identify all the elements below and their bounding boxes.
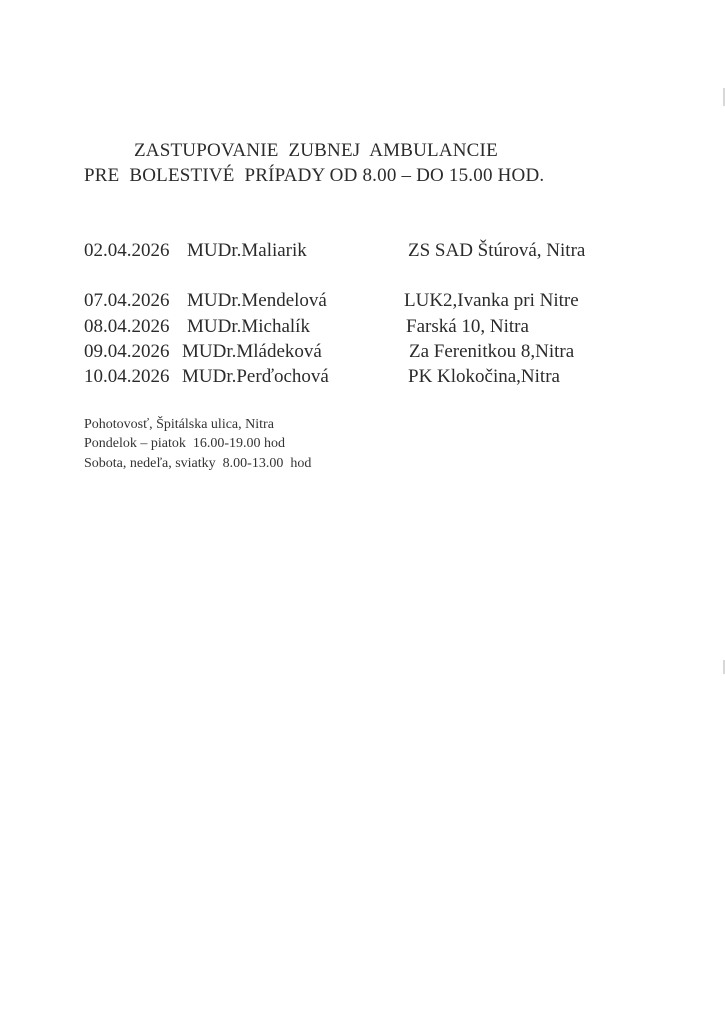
schedule-doctor: MUDr.Michalík bbox=[187, 316, 310, 337]
emergency-weekend-hours: Sobota, nedeľa, sviatky 8.00-13.00 hod bbox=[84, 456, 312, 471]
emergency-location: Pohotovosť, Špitálska ulica, Nitra bbox=[84, 417, 274, 432]
schedule-place: PK Klokočina,Nitra bbox=[408, 366, 560, 387]
emergency-weekday-hours: Pondelok – piatok 16.00-19.00 hod bbox=[84, 436, 286, 451]
schedule-place: ZS SAD Štúrová, Nitra bbox=[408, 240, 586, 261]
schedule-row bbox=[0, 316, 725, 340]
schedule-place: Farská 10, Nitra bbox=[406, 316, 529, 337]
schedule-date: 08.04.2026 bbox=[84, 316, 170, 337]
schedule-doctor: MUDr.Maliarik bbox=[187, 240, 307, 261]
schedule-place: Za Ferenitkou 8,Nitra bbox=[409, 341, 575, 362]
schedule-doctor: MUDr.Perďochová bbox=[182, 366, 329, 387]
schedule-date: 10.04.2026 bbox=[84, 366, 170, 387]
schedule-doctor: MUDr.Mendelová bbox=[187, 290, 327, 311]
schedule-date: 09.04.2026 bbox=[84, 341, 170, 362]
schedule-doctor: MUDr.Mládeková bbox=[182, 341, 322, 362]
document-title-line-2: PRE BOLESTIVÉ PRÍPADY OD 8.00 – DO 15.00 HOD. bbox=[84, 165, 545, 186]
schedule-row bbox=[0, 290, 725, 314]
schedule-date: 07.04.2026 bbox=[84, 290, 170, 311]
schedule-date: 02.04.2026 bbox=[84, 240, 170, 261]
schedule-row bbox=[0, 240, 725, 264]
schedule-place: LUK2,Ivanka pri Nitre bbox=[404, 290, 579, 311]
schedule-row bbox=[0, 366, 725, 390]
document-title-line-1: ZASTUPOVANIE ZUBNEJ AMBULANCIE bbox=[134, 140, 498, 161]
schedule-row bbox=[0, 341, 725, 365]
